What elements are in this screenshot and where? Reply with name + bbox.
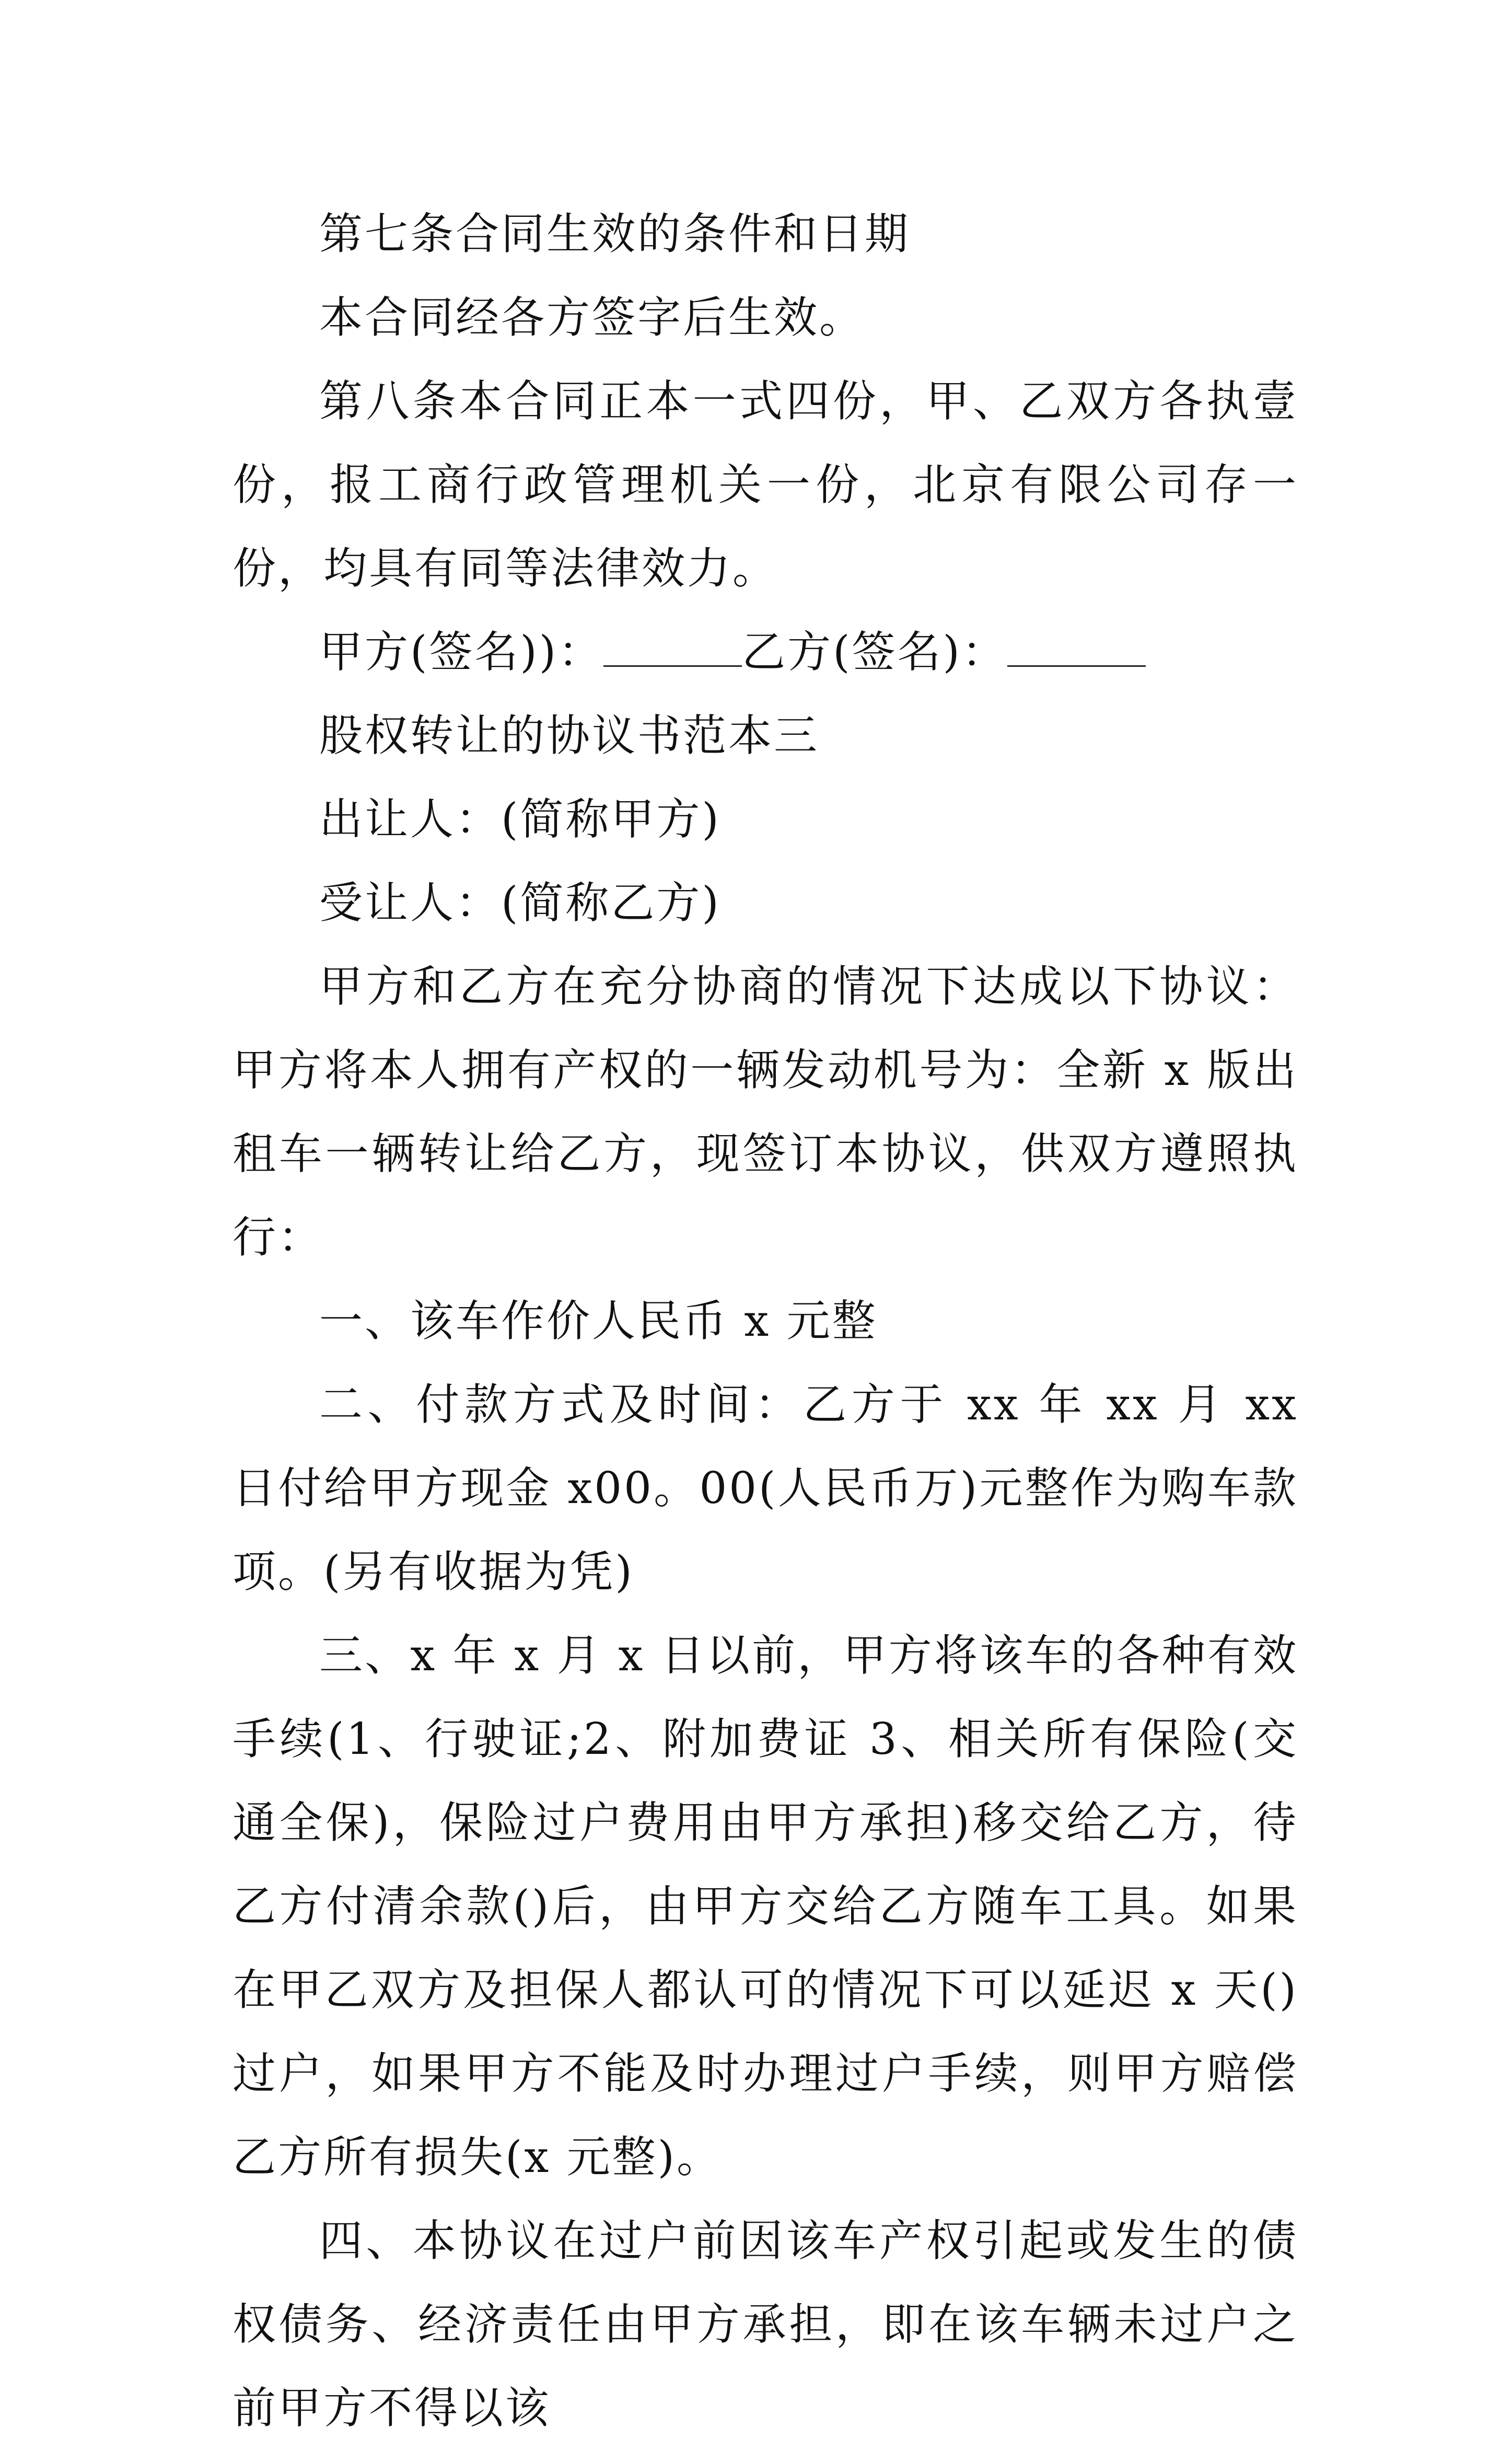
signature-line: [232, 610, 1298, 694]
clause-4: 四、本协议在过户前因该车产权引起或发生的债权债务、经济责任由甲方承担，即在该车辆未过户之前甲方不得以该: [232, 2215, 1298, 2433]
party-b-signature-label: 乙方(签名)：: [742, 627, 1007, 677]
transferor-line: 出让人：(简称甲方): [319, 794, 721, 845]
document-body: [232, 192, 1298, 2450]
article-7-heading: 第七条合同生效的条件和日期: [319, 209, 910, 259]
clause-3: 三、x 年 x 月 x 日以前，甲方将该车的各种有效手续(1、行驶证;2、附加费证 3、相关所有保险(交通全保)，保险过户费用由甲方承担)移交给乙方，待乙方付清余款()后，由甲方交给乙方随车工具。如果在甲乙双方及担保人都认可的情况下可以延迟 x 天()过户，如果甲方不能及时办理过户手续，则甲方赔偿乙方所有损失(x 元整)。: [232, 1630, 1298, 2182]
article-8-text: 第八条本合同正本一式四份，甲、乙双方各执壹份，报工商行政管理机关一份，北京有限公司存一份，均具有同等法律效力。: [232, 376, 1298, 594]
party-a-signature-blank: [603, 633, 742, 667]
agreement-intro: 甲方和乙方在充分协商的情况下达成以下协议：甲方将本人拥有产权的一辆发动机号为：全新 x 版出租车一辆转让给乙方，现签订本协议，供双方遵照执行：: [232, 961, 1298, 1263]
party-b-signature-blank: [1007, 633, 1146, 667]
party-a-signature-label: 甲方(签名))：: [319, 627, 604, 677]
section-title: 股权转让的协议书范本三: [319, 710, 819, 761]
clause-1: 一、该车作价人民币 x 元整: [319, 1296, 878, 1346]
article-7-text: 本合同经各方签字后生效。: [319, 292, 865, 343]
transferee-line: 受让人：(简称乙方): [319, 877, 721, 928]
clause-2: 二、付款方式及时间：乙方于 xx 年 xx 月 xx 日付给甲方现金 x00。00(人民币万)元整作为购车款项。(另有收据为凭): [232, 1379, 1298, 1597]
